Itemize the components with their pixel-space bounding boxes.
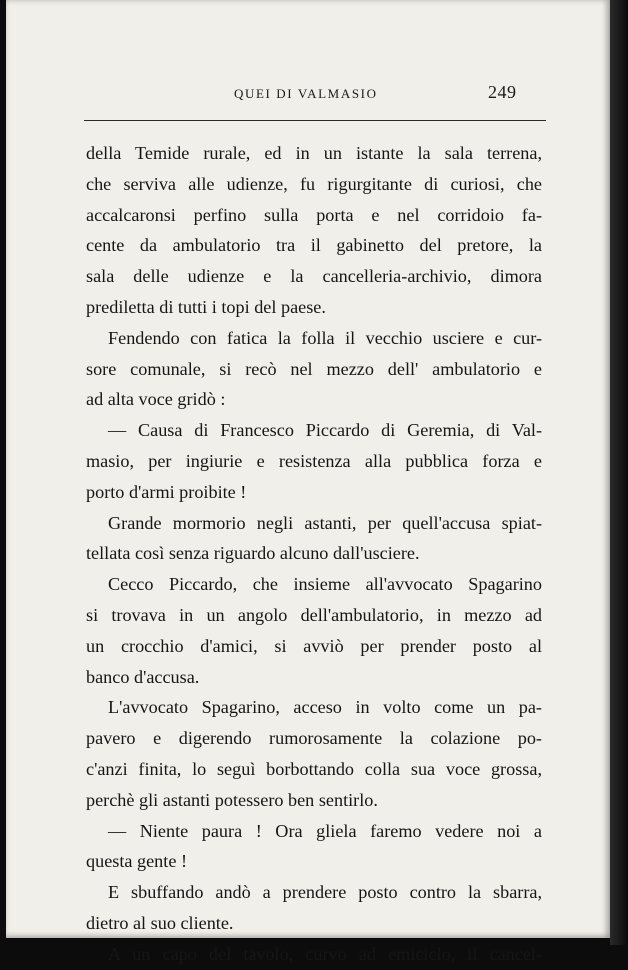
text-line: dietro al suo cliente.: [86, 912, 234, 933]
body-text: [86, 138, 542, 970]
text-line: E sbuffando andò a prendere posto contro la sbarra,: [108, 882, 542, 903]
text-line: tellata così senza riguardo alcuno dall'usciere.: [86, 543, 420, 564]
text-line: L'avvocato Spagarino, acceso in volto come un pa-: [108, 697, 542, 718]
page-number: 249: [488, 82, 517, 102]
text-line: porto d'armi proibite !: [86, 481, 247, 502]
text-line: — Niente paura ! Ora gliela faremo vedere noi a: [108, 820, 542, 841]
text-line: accalcaronsi perfino sulla porta e nel corridoio fa-: [86, 204, 542, 225]
text-line: sala delle udienze e la cancelleria-archivio, dimora: [86, 266, 542, 287]
text-line: ad alta voce gridò :: [86, 389, 226, 410]
text-line: A un capo del tavolo, curvo ad emiciclo, il cancel-: [108, 943, 542, 964]
scan-dark-edge: [610, 0, 628, 945]
text-line: — Causa di Francesco Piccardo di Geremia, di Val-: [108, 420, 542, 441]
text-line: c'anzi finita, lo seguì borbottando colla sua voce grossa,: [86, 758, 542, 779]
text-line: Fendendo con fatica la folla il vecchio usciere e cur-: [108, 327, 542, 348]
text-line: Cecco Piccardo, che insieme all'avvocato Spagarino: [108, 574, 542, 595]
text-line: pavero e digerendo rumorosamente la colazione po-: [86, 728, 542, 749]
header-rule: [84, 120, 546, 121]
text-line: della Temide rurale, ed in un istante la sala terrena,: [86, 143, 542, 163]
text-line: Grande mormorio negli astanti, per quell'accusa spiat-: [108, 512, 542, 533]
book-page: [6, 0, 610, 964]
text-line: cente da ambulatorio tra il gabinetto del pretore, la: [86, 235, 542, 256]
text-line: perchè gli astanti potessero ben sentirlo.: [86, 789, 378, 810]
text-line: si trovava in un angolo dell'ambulatorio, in mezzo ad: [86, 604, 542, 625]
text-line: sore comunale, si recò nel mezzo dell' ambulatorio e: [86, 358, 542, 379]
text-line: un crocchio d'amici, si avviò per prender posto al: [86, 635, 542, 656]
page-header: [86, 78, 544, 108]
running-title: QUEI DI VALMASIO: [234, 86, 378, 101]
text-line: banco d'accusa.: [86, 666, 200, 687]
text-line: masio, per ingiurie e resistenza alla pubblica forza e: [86, 450, 542, 471]
text-line: prediletta di tutti i topi del paese.: [86, 296, 326, 317]
text-line: che serviva alle udienze, fu rigurgitante di curiosi, che: [86, 173, 542, 194]
text-line: questa gente !: [86, 851, 187, 872]
